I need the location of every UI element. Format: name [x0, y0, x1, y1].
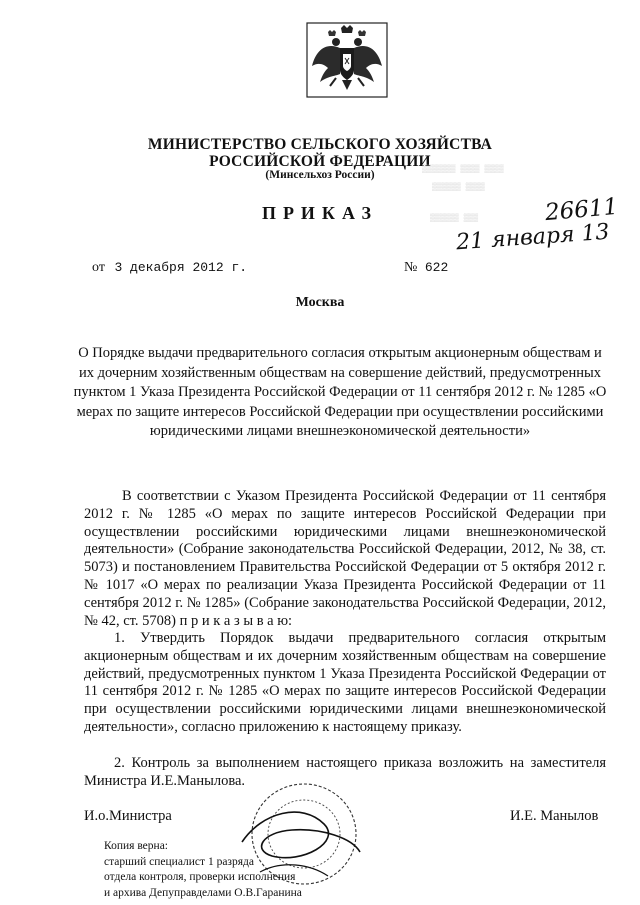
handwritten-registration-date: 21 января 13 — [455, 219, 611, 256]
scan-artifact: ▒▒▒▒▒▒ ▒▒▒▒ — [432, 183, 485, 192]
signatory-position: И.о.Министра — [84, 808, 172, 824]
order-date-value: 3 декабря 2012 г. — [114, 260, 248, 275]
issue-city: Москва — [295, 295, 345, 310]
scan-artifact: ▒▒▒▒▒▒ ▒▒▒ — [430, 214, 479, 223]
ministry-name-line2: РОССИЙСКОЙ ФЕДЕРАЦИИ — [209, 153, 431, 170]
handwritten-registration-number: 26611 — [544, 193, 620, 227]
order-date — [92, 260, 247, 276]
order-number-value: 622 — [424, 260, 449, 275]
order-subject: О Порядке выдачи предварительного согласия открытым акционерным обществам и их дочерним хозяйственным обществам на совершение действий, предусмотренных пунктом 1 Указа Президента Российской Федерации от 11 сентября 2012 г. № 1285 «О мерах по защите интересов Российской Федерации при осуществлении российскими юридическими лицами внешнеэкономической деятельности» — [73, 345, 607, 439]
signatory-name: И.Е. Манылов — [510, 808, 599, 824]
order-number — [404, 260, 448, 276]
ministry-short-name: (Минсельхоз России) — [265, 169, 375, 181]
coat-of-arms-emblem — [306, 22, 388, 98]
order-preamble: В соответствии с Указом Президента Российской Федерации от 11 сентября 2012 г. № 1285 «О мерах по защите интересов Российской Федерации при осуществлении российскими юридическими лицами внешнеэкономической деятельности» (Собрание законодательства Российской Федерации, 2012, № 38, ст. 5073) и постановлением Правительства Российской Федерации от 5 октября 2012 г. № 1017 «О мерах по реализации Указа Президента Российской Федерации от 11 сентября 2012 г. № 1285» (Собрание законодательства Российской Федерации, 2012, № 42, ст. 5708) п р и к а з ы в а ю: — [84, 488, 606, 629]
copy-certification-line3: отдела контроля, проверки исполнения — [104, 871, 296, 883]
copy-certification-line4: и архива Депуправделами О.В.Гаранина — [104, 886, 302, 899]
order-item-2: 2. Контроль за выполнением настоящего приказа возложить на заместителя Министра И.Е.Манылова. — [84, 755, 606, 789]
copy-certification-line2: старший специалист 1 разряда — [104, 855, 254, 868]
order-date-prefix: от — [92, 260, 105, 275]
copy-certification-line1: Копия верна: — [104, 840, 168, 852]
order-number-prefix: № — [404, 260, 418, 275]
document-type-title: ПРИКАЗ — [261, 203, 379, 223]
copy-certification — [104, 839, 302, 901]
scan-artifact: ▒▒▒▒▒▒▒ ▒▒▒▒ ▒▒▒▒ — [422, 165, 504, 174]
ministry-name-line1: МИНИСТЕРСТВО СЕЛЬСКОГО ХОЗЯЙСТВА — [147, 136, 493, 153]
order-item-1: 1. Утвердить Порядок выдачи предварительного согласия открытым акционерным обществам и их дочерним хозяйственным обществам на совершение действий, предусмотренных пунктом 1 Указа Президента Российской Федерации от 11 сентября 2012 г. № 1285 «О мерах по защите интересов Российской Федерации при осуществлении российскими юридическими лицами внешнеэкономической деятельности», согласно приложению к настоящему приказу. — [84, 630, 606, 735]
ministry-name — [0, 136, 640, 170]
